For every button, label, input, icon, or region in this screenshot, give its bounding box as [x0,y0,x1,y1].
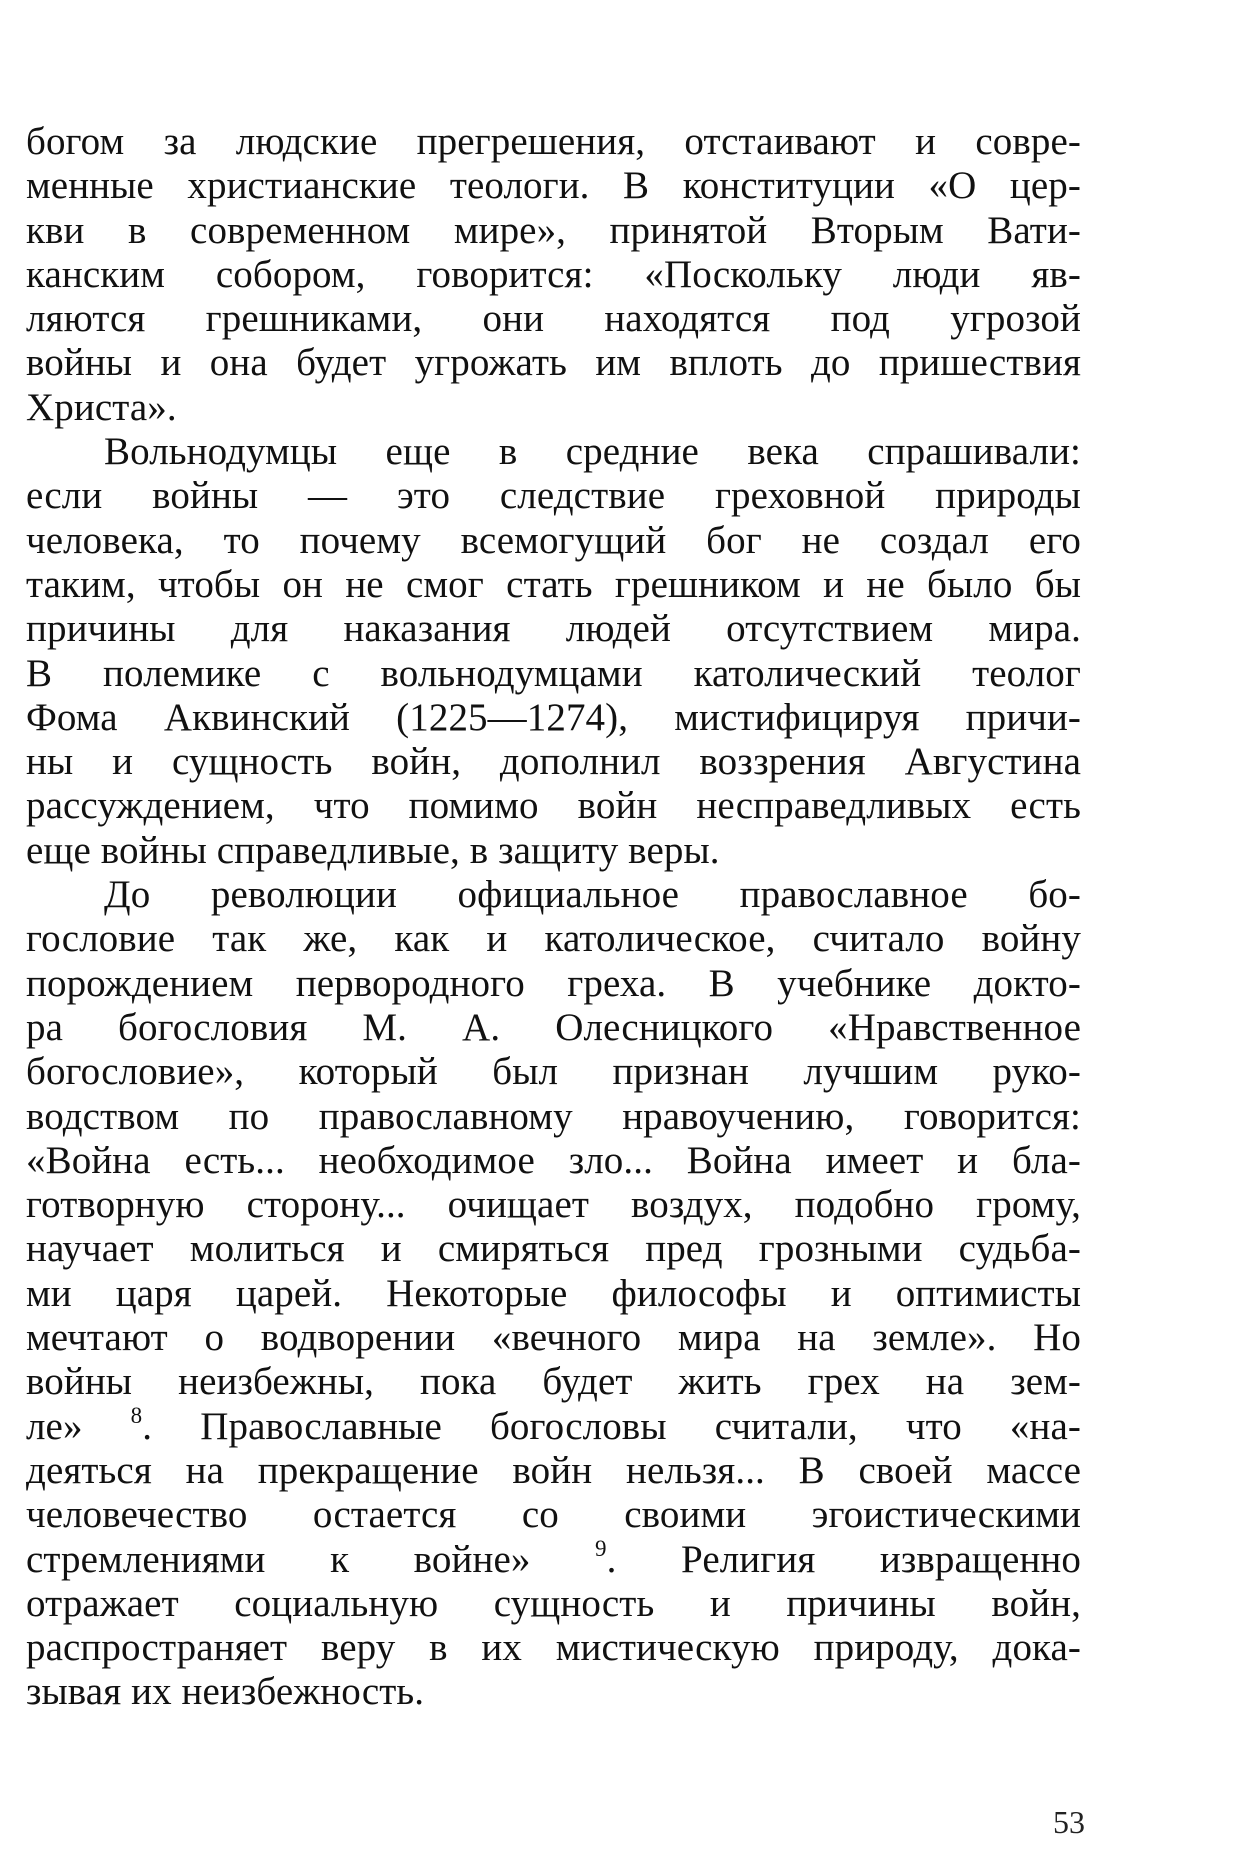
text-line: распространяет веру в их мистическую природу, дока- [26,1626,1081,1670]
text-line: человечество остается со своими эгоистическими [26,1493,1081,1537]
text-line: богословие», который был признан лучшим руко- [26,1050,1081,1094]
text-segment: . Православные богословы считали, что «на- [142,1404,1081,1448]
paragraph [26,430,1081,873]
text-line: еще войны справедливые, в защиту веры. [26,828,720,872]
footnote-marker: 9 [595,1535,607,1561]
text-line: Христа». [26,385,177,429]
text-line: водством по православному нравоучению, говорится: [26,1094,1081,1138]
text-line: «Война есть... необходимое зло... Война имеет и бла- [26,1138,1081,1182]
body-text [26,120,1081,1715]
text-line: мечтают о водворении «вечного мира на земле». Но [26,1316,1081,1360]
text-line: отражает социальную сущность и причины войн, [26,1581,1081,1625]
text-line: готворную сторону... очищает воздух, подобно грому, [26,1183,1081,1227]
text-line: человека, то почему всемогущий бог не создал его [26,518,1081,562]
text-line: научает молиться и смиряться пред грозными судьба- [26,1227,1081,1271]
paragraph [26,873,1081,1715]
text-line: деяться на прекращение войн нельзя... В своей массе [26,1448,1081,1492]
text-line: рассуждением, что помимо войн несправедливых есть [26,784,1081,828]
text-line: Фома Аквинский (1225—1274), мистифицируя причи- [26,695,1081,739]
text-line: порождением первородного греха. В учебнике докто- [26,961,1081,1005]
text-line: В полемике с вольнодумцами католический теолог [26,651,1081,695]
text-segment: стремлениями к войне» [26,1537,596,1581]
text-line: Вольнодумцы еще в средние века спрашивали: [104,430,1081,474]
text-line: кви в современном мире», принятой Вторым Вати- [26,208,1081,252]
text-line: менные христианские теологи. В конституции «О цер- [26,164,1081,208]
page-number: 53 [1053,1804,1085,1840]
text-line: ны и сущность войн, дополнил воззрения Августина [26,740,1081,784]
paragraph [26,120,1081,430]
text-line: ляются грешниками, они находятся под угрозой [26,297,1081,341]
text-line: причины для наказания людей отсутствием мира. [26,607,1081,651]
text-line: До революции официальное православное бо- [104,873,1081,917]
text-line: зывая их неизбежность. [26,1670,425,1714]
text-line: канским собором, говорится: «Поскольку люди яв- [26,252,1081,296]
text-line: богом за людские прегрешения, отстаивают и совре- [26,120,1081,163]
text-line: войны неизбежны, пока будет жить грех на зем- [26,1360,1081,1404]
text-line: войны и она будет угрожать им вплоть до пришествия [26,341,1081,385]
text-line: ми царя царей. Некоторые философы и оптимисты [26,1271,1081,1315]
text-line: ра богословия М. А. Олесницкого «Нравственное [26,1005,1081,1049]
text-line: если войны — это следствие греховной природы [26,474,1081,518]
text-segment: ле» [26,1404,131,1448]
text-segment: . Религия извращенно [606,1537,1081,1581]
text-line: гословие так же, как и католическое, считало войну [26,917,1081,961]
footnote-marker: 8 [130,1402,143,1428]
text-line [26,1535,1081,1582]
text-line [26,1402,1081,1449]
text-line: таким, чтобы он не смог стать грешником и не было бы [26,562,1081,606]
